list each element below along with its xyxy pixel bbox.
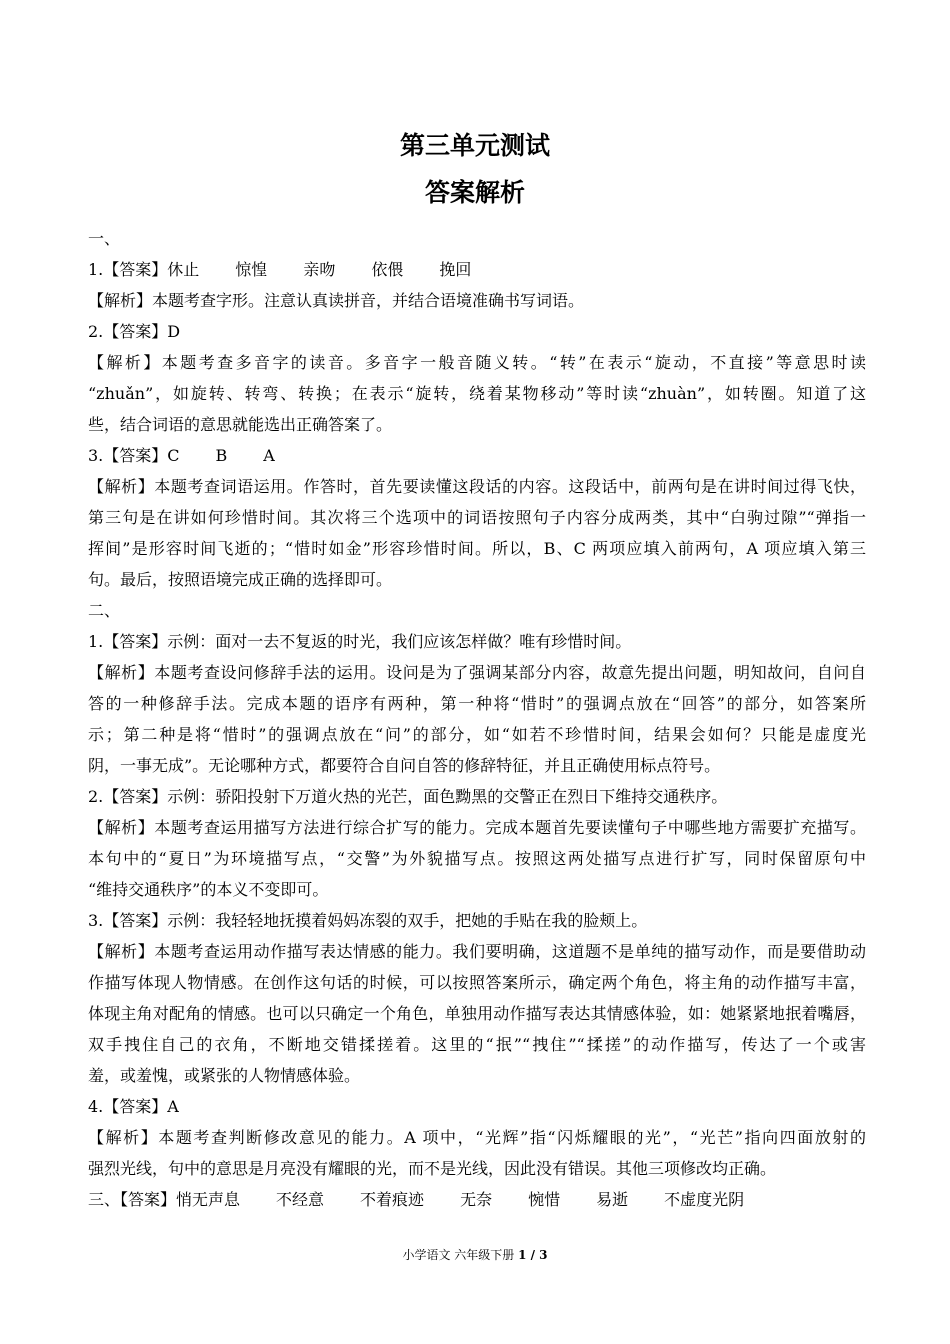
s2-q4-explanation-line: 【解析】本题考查判断修改意见的能力。A 项中，“光辉”指“闪烁耀眼的光”，“光芒”指向四面放射的 — [88, 1128, 866, 1147]
s1-q3-explanation-line: 挥间”是形容时间飞逝的；“惜时如金”形容珍惜时间。所以，B、C 两项应填入前两句，A 项应填入第三 — [88, 539, 866, 558]
s2-q1-explanation-line: 答的一种修辞手法。完成本题的语序有两种，第一种将“惜时”的强调点放在“回答”的部分，如答案所 — [88, 694, 866, 713]
s2-q2-answer: 2.【答案】示例：骄阳投射下万道火热的光芒，面色黝黑的交警正在烈日下维持交通秩序。 — [88, 787, 728, 806]
s1-q3-explanation-line: 【解析】本题考查词语运用。作答时，首先要读懂这段话的内容。这段话中，前两句是在讲时间过得飞快， — [88, 477, 866, 496]
s2-q4-explanation-line: 强烈光线，句中的意思是月亮没有耀眼的光，而不是光线，因此没有错误。其他三项修改均正确。 — [88, 1159, 777, 1178]
s1-q2-explanation-line: “zhuǎn”，如旋转、转弯、转换；在表示“旋转，绕着某物移动”等时读“zhuàn”，如转圈。知道了这 — [88, 384, 866, 403]
s1-q3-explanation-line: 第三句是在讲如何珍惜时间。其次将三个选项中的词语按照句子内容分成两类，其中“白驹过隙”“弹指一 — [88, 508, 866, 527]
s2-q1-explanation-line: 阴，一事无成”。无论哪种方式，都要符合自问自答的修辞特征，并且正确使用标点符号。 — [88, 756, 721, 775]
s1-q1-answer: 1.【答案】休止 惊惶 亲吻 依偎 挽回 — [88, 260, 472, 279]
s2-q1-explanation-line: 示；第二种是将“惜时”的强调点放在“问”的部分，如“如若不珍惜时间，结果会如何？只能是虚度光 — [88, 725, 866, 744]
s2-q2-explanation-line: 本句中的“夏日”为环境描写点，“交警”为外貌描写点。按照这两处描写点进行扩写，同时保留原句中 — [88, 849, 866, 868]
s2-q1-answer: 1.【答案】示例：面对一去不复返的时光，我们应该怎样做？唯有珍惜时间。 — [88, 632, 632, 651]
section-heading-1: 一、 — [88, 229, 121, 248]
page-footer — [0, 1246, 950, 1263]
s2-q2-explanation-line: 【解析】本题考查运用描写方法进行综合扩写的能力。完成本题首先要读懂句子中哪些地方需要扩充描写。 — [88, 818, 866, 837]
document-body — [88, 223, 866, 1215]
s1-q1-explanation: 【解析】本题考查字形。注意认真读拼音，并结合语境准确书写词语。 — [88, 291, 585, 310]
s2-q3-explanation-line: 体现主角对配角的情感。也可以只确定一个角色，单独用动作描写表达其情感体验，如：她紧紧地抿着嘴唇， — [88, 1004, 866, 1023]
s2-q3-explanation-line: 【解析】本题考查运用动作描写表达情感的能力。我们要明确，这道题不是单纯的描写动作，而是要借助动 — [88, 942, 866, 961]
page-number: 1 / 3 — [518, 1248, 548, 1262]
page-title: 第三单元测试 — [399, 131, 550, 160]
s2-q4-answer: 4.【答案】A — [88, 1097, 179, 1116]
s3-answer: 三、【答案】悄无声息 不经意 不着痕迹 无奈 惋惜 易逝 不虚度光阴 — [88, 1190, 745, 1209]
s2-q3-answer: 3.【答案】示例：我轻轻地抚摸着妈妈冻裂的双手，把她的手贴在我的脸颊上。 — [88, 911, 648, 930]
s2-q1-explanation-line: 【解析】本题考查设问修辞手法的运用。设问是为了强调某部分内容，故意先提出问题，明知故问，自问自 — [88, 663, 866, 682]
footer-text: 小学语文 六年级下册 — [402, 1248, 519, 1262]
s1-q2-explanation-line: 【解析】本题考查多音字的读音。多音字一般音随义转。“转”在表示“旋动，不直接”等意思时读 — [88, 353, 866, 372]
s2-q3-explanation-line: 作描写体现人物情感。在创作这句话的时候，可以按照答案所示，确定两个角色，将主角的动作描写丰富， — [88, 973, 866, 992]
s1-q3-explanation-line: 句。最后，按照语境完成正确的选择即可。 — [88, 570, 393, 589]
section-heading-2: 二、 — [88, 601, 121, 620]
s1-q2-explanation-line: 些，结合词语的意思就能选出正确答案了。 — [88, 415, 393, 434]
page-subtitle: 答案解析 — [424, 178, 525, 207]
s1-q3-answer: 3.【答案】C B A — [88, 446, 275, 465]
s2-q2-explanation-line: “维持交通秩序”的本义不变即可。 — [88, 880, 329, 899]
s1-q2-answer: 2.【答案】D — [88, 322, 181, 341]
s2-q3-explanation-line: 羞，或羞愧，或紧张的人物情感体验。 — [88, 1066, 361, 1085]
s2-q3-explanation-line: 双手拽住自己的衣角，不断地交错揉搓着。这里的“抿”“拽住”“揉搓”的动作描写，传达了一个或害 — [88, 1035, 866, 1054]
